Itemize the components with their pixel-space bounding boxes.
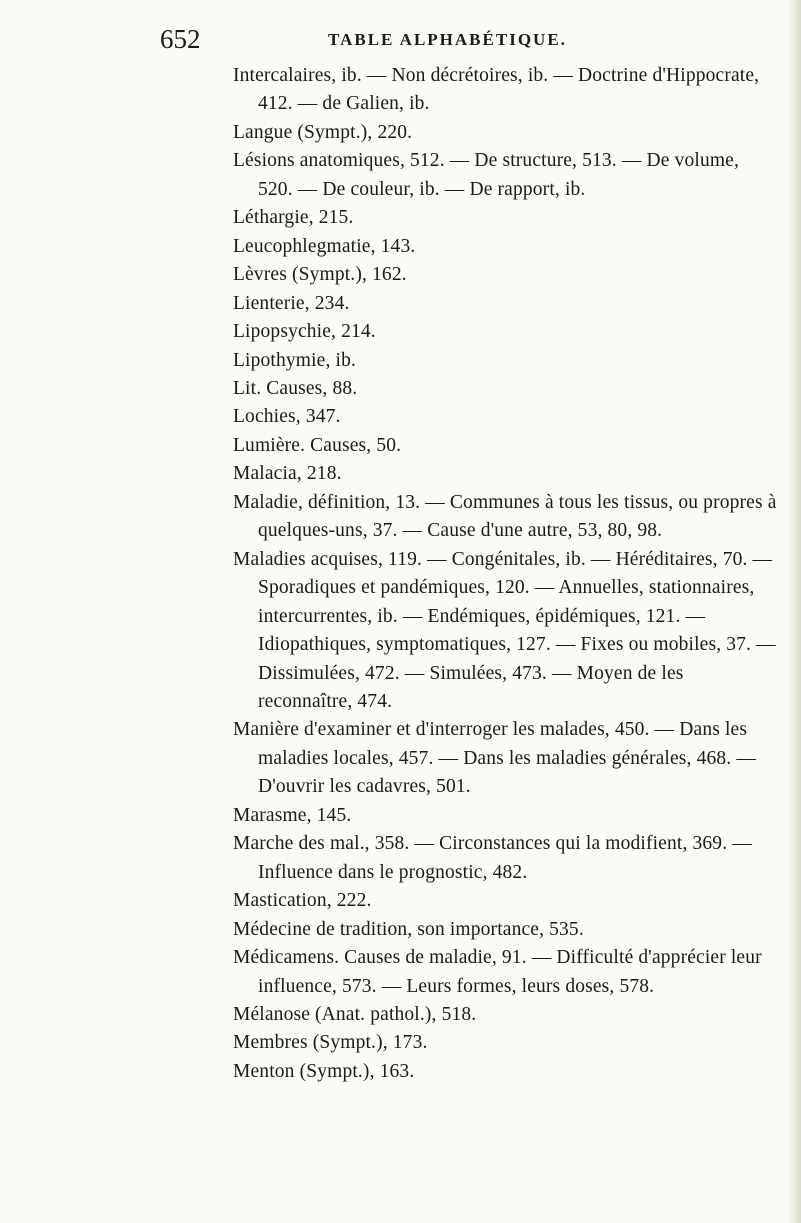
- alphabetical-index: [233, 62, 778, 1086]
- index-entry: Lésions anatomiques, 512. — De structure, 513. — De volume, 520. — De couleur, ib. — De rapport, ib.: [233, 150, 740, 200]
- index-entry: Maladie, définition, 13. — Communes à tous les tissus, ou propres à quelques-uns, 37. — Cause d'une autre, 53, 80, 98.: [233, 491, 777, 542]
- index-entry: Manière d'examiner et d'interroger les malades, 450. — Dans les maladies locales, 457. — Dans les maladies générales, 468. — D'ouvrir les cadavres, 501.: [233, 719, 756, 798]
- page-number: 652: [160, 24, 201, 54]
- index-entry: Médicamens. Causes de maladie, 91. — Difficulté d'apprécier leur influence, 573. — Leurs formes, leurs doses, 578.: [233, 947, 762, 997]
- index-entry: Mastication, 222.: [233, 890, 372, 912]
- index-entry: Médecine de tradition, son importance, 535.: [233, 918, 584, 940]
- index-entry: Lienterie, 234.: [233, 292, 350, 314]
- page-edge-shadow: [787, 0, 801, 1223]
- index-entry: Lochies, 347.: [233, 406, 341, 428]
- index-entry: Maladies acquises, 119. — Congénitales, ib. — Héréditaires, 70. — Sporadiques et pandémiques, 120. — Annuelles, stationnaires, intercurrentes, ib. — Endémiques, épidémiques, 121. — Idiopathiques, symptomatiques, 127. — Fixes ou mobiles, 37. — Dissimulées, 472. — Simulées, 473. — Moyen de les reconnaître, 474.: [233, 548, 776, 712]
- index-entry: Lèvres (Sympt.), 162.: [233, 264, 407, 286]
- index-entry: Membres (Sympt.), 173.: [233, 1032, 428, 1054]
- index-entry: Lit. Causes, 88.: [233, 377, 358, 399]
- index-entry: Léthargie, 215.: [233, 207, 354, 229]
- index-entry: Lumière. Causes, 50.: [233, 434, 402, 456]
- index-entry: Lipopsychie, 214.: [233, 321, 376, 343]
- index-entry: Marche des mal., 358. — Circonstances qui la modifient, 369. — Influence dans le prognostic, 482.: [233, 833, 752, 883]
- index-entry: Marasme, 145.: [233, 804, 352, 826]
- page-header: [160, 24, 780, 64]
- index-entry: Lipothymie, ib.: [233, 349, 357, 371]
- index-entry: Malacia, 218.: [233, 463, 342, 485]
- running-title: TABLE ALPHABÉTIQUE.: [328, 30, 567, 49]
- index-entry: Mélanose (Anat. pathol.), 518.: [233, 1003, 477, 1025]
- index-entry: Leucophlegmatie, 143.: [233, 235, 416, 257]
- index-entry: Menton (Sympt.), 163.: [233, 1060, 415, 1082]
- index-entry: Intercalaires, ib. — Non décrétoires, ib. — Doctrine d'Hippocrate, 412. — de Galien, ib.: [233, 65, 760, 115]
- index-entry: Langue (Sympt.), 220.: [233, 121, 413, 143]
